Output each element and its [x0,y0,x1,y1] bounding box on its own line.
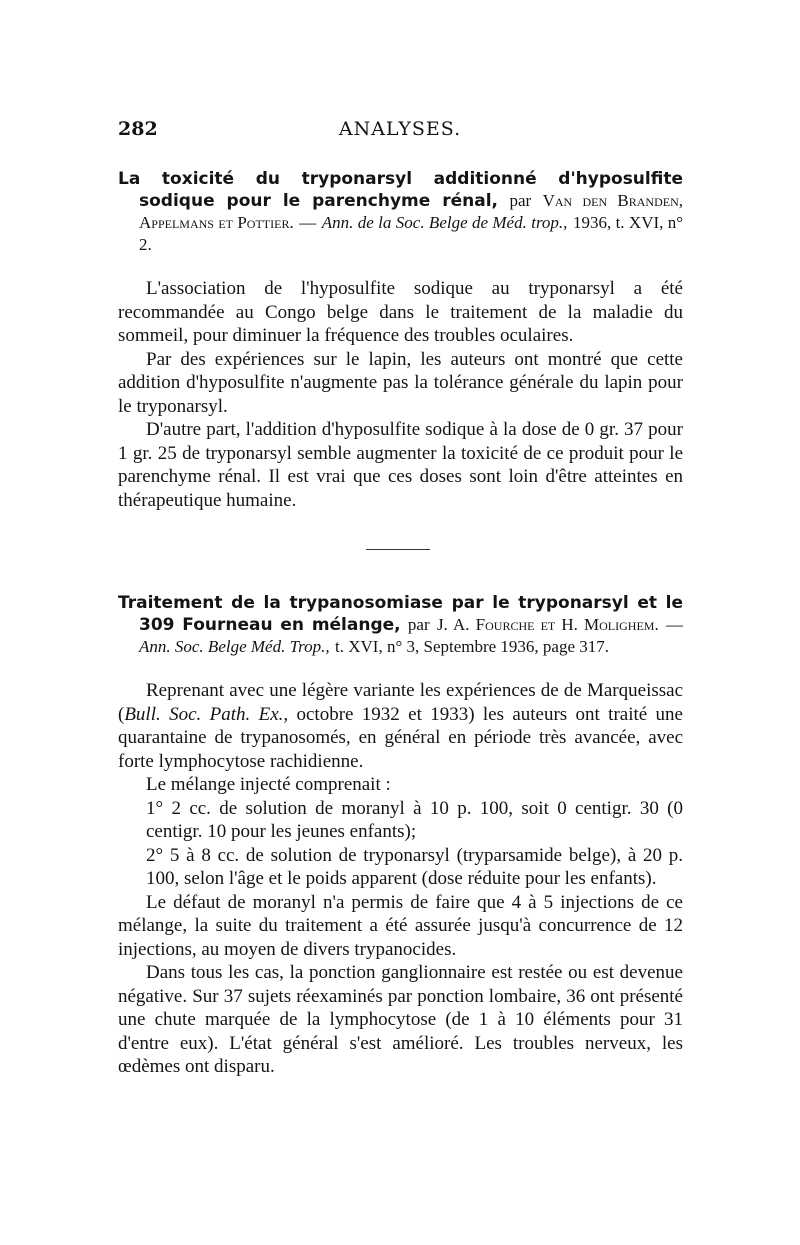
article-2-intro-after: octobre 1932 et 1933) les auteurs ont traité une quarantaine de trypanosomés, en général en période très avancée, avec forte lymphocytose rachidienne. [118,703,683,772]
list-marker: 2° [146,844,164,866]
article-2-intro-reference: Bull. Soc. Path. Ex., [124,703,289,725]
article-1-title: La toxicité du tryponarsyl additionné d'hyposulfite sodique pour le parenchyme rénal, [118,169,683,211]
article-1 [118,168,683,512]
article-2-heading [118,592,683,658]
article-1-dash: — [299,213,317,232]
article-1-paragraph: L'association de l'hyposulfite sodique au tryponarsyl a été recommandée au Congo belge dans le traitement de la maladie du sommeil, pour diminuer la fréquence des troubles oculaires. [118,278,683,346]
article-2-intro-before: Reprenant avec une légère variante les expériences de de Marqueissac ( [118,680,683,725]
article-1-paragraph: Par des expériences sur le lapin, les auteurs ont montré que cette addition d'hyposulfite n'augmente pas la tolérance générale du lapin pour le tryponarsyl. [118,348,683,417]
article-2 [118,592,683,1079]
section-divider [366,549,430,550]
page-number: 282 [118,118,158,140]
article-1-paragraph: D'autre part, l'addition d'hyposulfite sodique à la dose de 0 gr. 37 pour 1 gr. 25 de tryponarsyl semble augmenter la toxicité de ce produit pour le parenchyme rénal. Il est vrai que ces doses sont loin d'être atteintes en thérapeutique humaine. [118,419,683,511]
article-2-citation: t. XVI, n° 3, Septembre 1936, page 317. [335,637,610,656]
article-2-journal: Ann. Soc. Belge Méd. Trop., [139,637,330,656]
list-marker: 1° [146,797,164,819]
article-1-citation: 1936, t. XVI, n° 2. [139,213,684,254]
article-2-list-item-1 [118,797,683,844]
article-2-by: par [407,615,430,634]
article-2-mix-intro: Le mélange injecté comprenait : [146,774,391,795]
article-2-paragraph: Dans tous les cas, la ponction ganglionnaire est restée ou est devenue négative. Sur 37 sujets réexaminés par ponction lombaire, 36 ont présenté une chute marquée de la lymphocytose (de 1 à 10 éléments pour 31 d'entre eux). L'état général s'est amélioré. Les troubles nerveux, les œdèmes ont disparu. [118,962,683,1077]
article-2-dash: — [666,615,684,634]
article-2-title: Traitement de la trypanosomiase par le tryponarsyl et le 309 Fourneau en mélange, [118,593,683,635]
article-1-journal: Ann. de la Soc. Belge de Méd. trop., [321,213,568,232]
running-head: ANALYSES. [338,118,462,140]
article-2-intro [118,679,683,773]
list-item-text: 5 à 8 cc. de solution de tryponarsyl (tryparsamide belge), à 20 p. 100, selon l'âge et le poids apparent (dose réduite pour les enfants). [146,844,684,889]
article-2-list-item-2 [118,844,683,891]
article-1-heading [118,168,683,256]
article-2-paragraph: Le défaut de moranyl n'a permis de faire que 4 à 5 injections de ce mélange, la suite du traitement a été assurée jusqu'à concurrence de 12 injections, au moyen de divers trypanocides. [118,891,683,960]
article-1-by: par [509,191,532,210]
list-item-text: 2 cc. de solution de moranyl à 10 p. 100, soit 0 centigr. 30 (0 centigr. 10 pour les jeunes enfants); [146,797,684,842]
article-2-authors: J. A. Fourche et H. Molighem. [436,615,659,634]
article-1-authors: Van den Branden, Appelmans et Pottier. [139,191,684,232]
